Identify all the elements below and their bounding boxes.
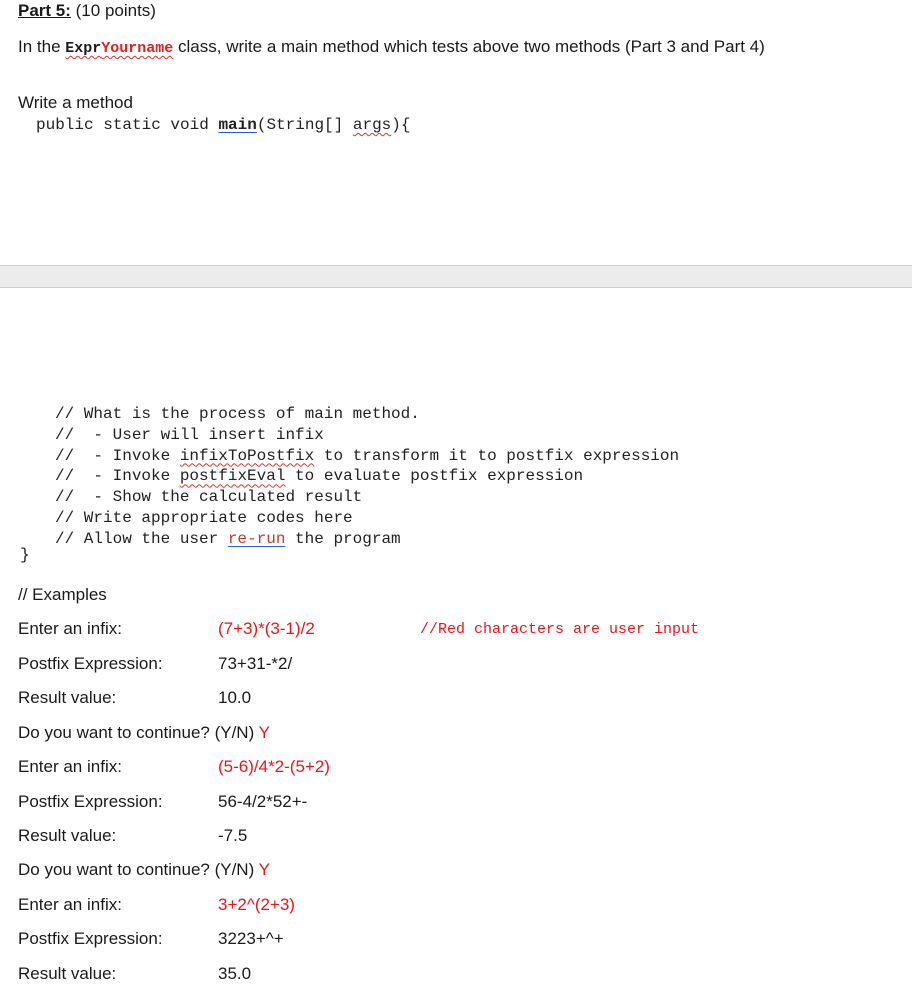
example-1-continue-row <box>18 723 418 745</box>
result-label: Result value: <box>18 688 117 707</box>
class-name <box>65 40 173 57</box>
example-3-postfix-row <box>18 929 398 951</box>
postfix-value: 56-4/2*52+- <box>218 792 308 811</box>
result-value: 10.0 <box>218 688 252 707</box>
signature-params: (String[] <box>256 116 353 134</box>
part-heading <box>18 1 156 21</box>
example-1-infix-row <box>18 619 398 641</box>
continue-prompt: Do you want to continue? (Y/N) <box>18 723 259 742</box>
user-input-note: //Red characters are user input <box>420 621 700 638</box>
main-signature <box>36 116 410 134</box>
infix-input: (7+3)*(3-1)/2 <box>218 619 315 638</box>
postfix-value: 3223+^+ <box>218 929 284 948</box>
comment-text: // Allow the user <box>55 529 228 548</box>
intro-text-pre: In the <box>18 37 66 56</box>
example-2-continue-row <box>18 860 418 882</box>
comment-line <box>55 529 679 550</box>
part-number: Part 5: <box>18 1 71 20</box>
result-label: Result value: <box>18 964 117 983</box>
comment-line: // - Show the calculated result <box>55 488 363 507</box>
signature-modifiers: public static void <box>36 116 219 134</box>
example-2-infix-row <box>18 757 398 779</box>
infix-label: Enter an infix: <box>18 895 122 914</box>
closing-brace: } <box>20 546 30 564</box>
comment-line <box>55 446 679 467</box>
postfix-value: 73+31-*2/ <box>218 654 293 673</box>
infix-to-postfix-ref: infixToPostfix <box>179 446 315 465</box>
continue-answer: Y <box>258 723 270 742</box>
signature-main: main <box>218 116 257 134</box>
result-value: -7.5 <box>218 826 248 845</box>
intro-text-post: class, write a main method which tests above two methods (Part 3 and Part 4) <box>173 37 765 56</box>
signature-args: args <box>352 116 392 134</box>
comment-text: to transform it to postfix expression <box>314 446 680 465</box>
postfix-label: Postfix Expression: <box>18 929 163 948</box>
postfix-label: Postfix Expression: <box>18 654 163 673</box>
class-name-suffix: Yourname <box>101 40 174 57</box>
infix-input: (5-6)/4*2-(5+2) <box>218 757 330 776</box>
rerun-word: re-run <box>227 529 286 548</box>
document-page-bottom <box>0 287 912 988</box>
comment-line <box>55 466 679 487</box>
comment-line: // - User will insert infix <box>55 425 324 444</box>
continue-answer: Y <box>258 860 270 879</box>
postfix-label: Postfix Expression: <box>18 792 163 811</box>
code-comments <box>55 404 679 550</box>
infix-input: 3+2^(2+3) <box>218 895 295 914</box>
example-1-postfix-row <box>18 654 398 676</box>
comment-line: // What is the process of main method. <box>55 405 420 423</box>
infix-label: Enter an infix: <box>18 619 122 638</box>
comment-line: // Write appropriate codes here <box>55 508 353 527</box>
examples-title: // Examples <box>18 585 107 604</box>
class-name-prefix: Expr <box>65 40 102 57</box>
page-break <box>0 265 912 288</box>
intro-paragraph <box>18 36 848 59</box>
continue-prompt: Do you want to continue? (Y/N) <box>18 860 259 879</box>
infix-label: Enter an infix: <box>18 757 122 776</box>
result-value: 35.0 <box>218 964 252 983</box>
result-label: Result value: <box>18 826 117 845</box>
example-3-result-row <box>18 964 398 986</box>
comment-text: to evaluate postfix expression <box>285 467 584 486</box>
example-2-postfix-row <box>18 792 398 814</box>
postfix-eval-ref: postfixEval <box>179 467 286 486</box>
example-2-result-row <box>18 826 398 848</box>
example-3-infix-row <box>18 895 398 917</box>
document-page-top <box>0 0 912 266</box>
comment-text: the program <box>285 529 401 548</box>
signature-end: ){ <box>391 116 411 134</box>
comment-text: // - Invoke <box>55 467 180 486</box>
example-1-result-row <box>18 688 398 710</box>
part-points: (10 points) <box>70 1 156 20</box>
comment-text: // - Invoke <box>55 446 180 465</box>
write-method-label: Write a method <box>18 93 133 112</box>
